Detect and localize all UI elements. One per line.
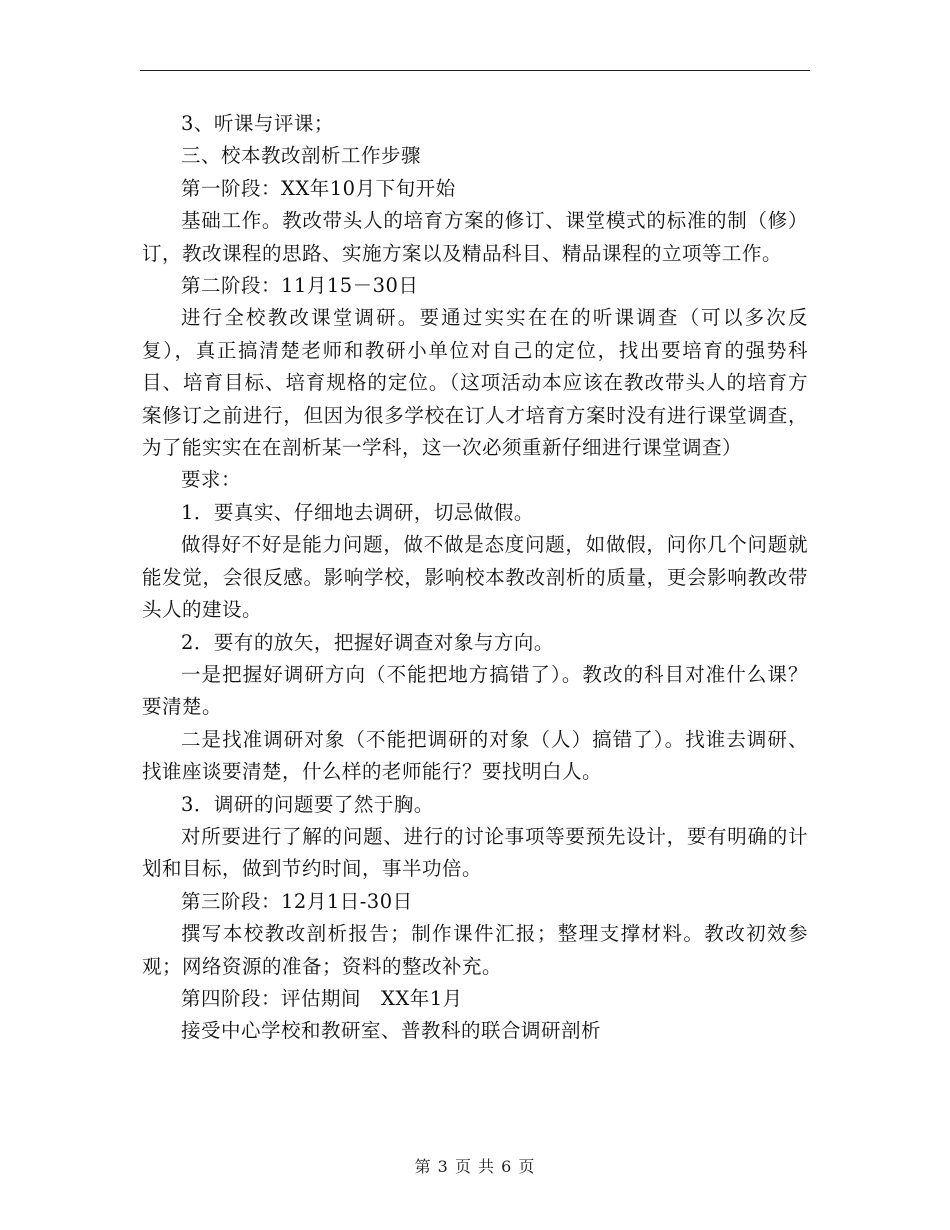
section-heading-steps: 三、校本教改剖析工作步骤 xyxy=(181,144,422,168)
phase-two-body: 进行全校教改课堂调研。要通过实实在在的听课调查（可以多次反复），真正搞清楚老师和教研小单位对自己的定位，找出要培育的强势科目、培育目标、培育规格的定位。（这项活动本应该在教改带头人的培育方案修订之前进行，但因为很多学校在订人才培育方案时没有进行课堂调查，为了能实实在在剖析某一学科，这一次必须重新仔细进行课堂调查） xyxy=(142,306,808,460)
requirement-3: 3．调研的问题要了然于胸。 xyxy=(181,792,434,816)
phase-four-body: 接受中心学校和教研室、普教科的联合调研剖析 xyxy=(181,1019,602,1043)
phase-one-body: 基础工作。教改带头人的培育方案的修订、课堂模式的标准的制（修）订，教改课程的思路、实施方案以及精品科目、精品课程的立项等工作。 xyxy=(142,209,808,265)
requirement-2-point-1: 一是把握好调研方向（不能把地方搞错了）。教改的科目对准什么课？要清楚。 xyxy=(142,662,808,719)
requirement-3-body: 对所要进行了解的问题、进行的讨论事项等要预先设计，要有明确的计划和目标，做到节约时间，事半功倍。 xyxy=(142,824,808,881)
list-item-3: 3、听课与评课； xyxy=(181,112,334,135)
document-body xyxy=(142,108,808,1048)
phase-two-heading: 第二阶段：11月15－30日 xyxy=(181,274,419,298)
requirements-heading: 要求： xyxy=(181,468,242,492)
requirement-2-point-2: 二是找准调研对象（不能把调研的对象（人）搞错了）。找谁去调研、找谁座谈要清楚，什么样的老师能行？要找明白人。 xyxy=(142,727,808,784)
requirement-2: 2．要有的放矢，把握好调查对象与方向。 xyxy=(181,630,554,654)
phase-four-heading: 第四阶段：评估期间 XX年1月 xyxy=(181,986,463,1010)
requirement-1: 1．要真实、仔细地去调研，切忌做假。 xyxy=(181,500,534,524)
header-rule xyxy=(140,70,810,71)
page-number: 第 3 页 共 6 页 xyxy=(414,1157,536,1176)
phase-one-heading: 第一阶段：XX年10月下旬开始 xyxy=(181,176,456,200)
requirement-1-body: 做得好不好是能力问题，做不做是态度问题，如做假，问你几个问题就能发觉，会很反感。影响学校，影响校本教改剖析的质量，更会影响教改带头人的建设。 xyxy=(142,533,808,622)
phase-three-body: 撰写本校教改剖析报告；制作课件汇报；整理支撑材料。教改初效参观；网络资源的准备；资料的整改补充。 xyxy=(142,922,808,978)
phase-three-heading: 第三阶段：12月1日-30日 xyxy=(181,889,413,913)
